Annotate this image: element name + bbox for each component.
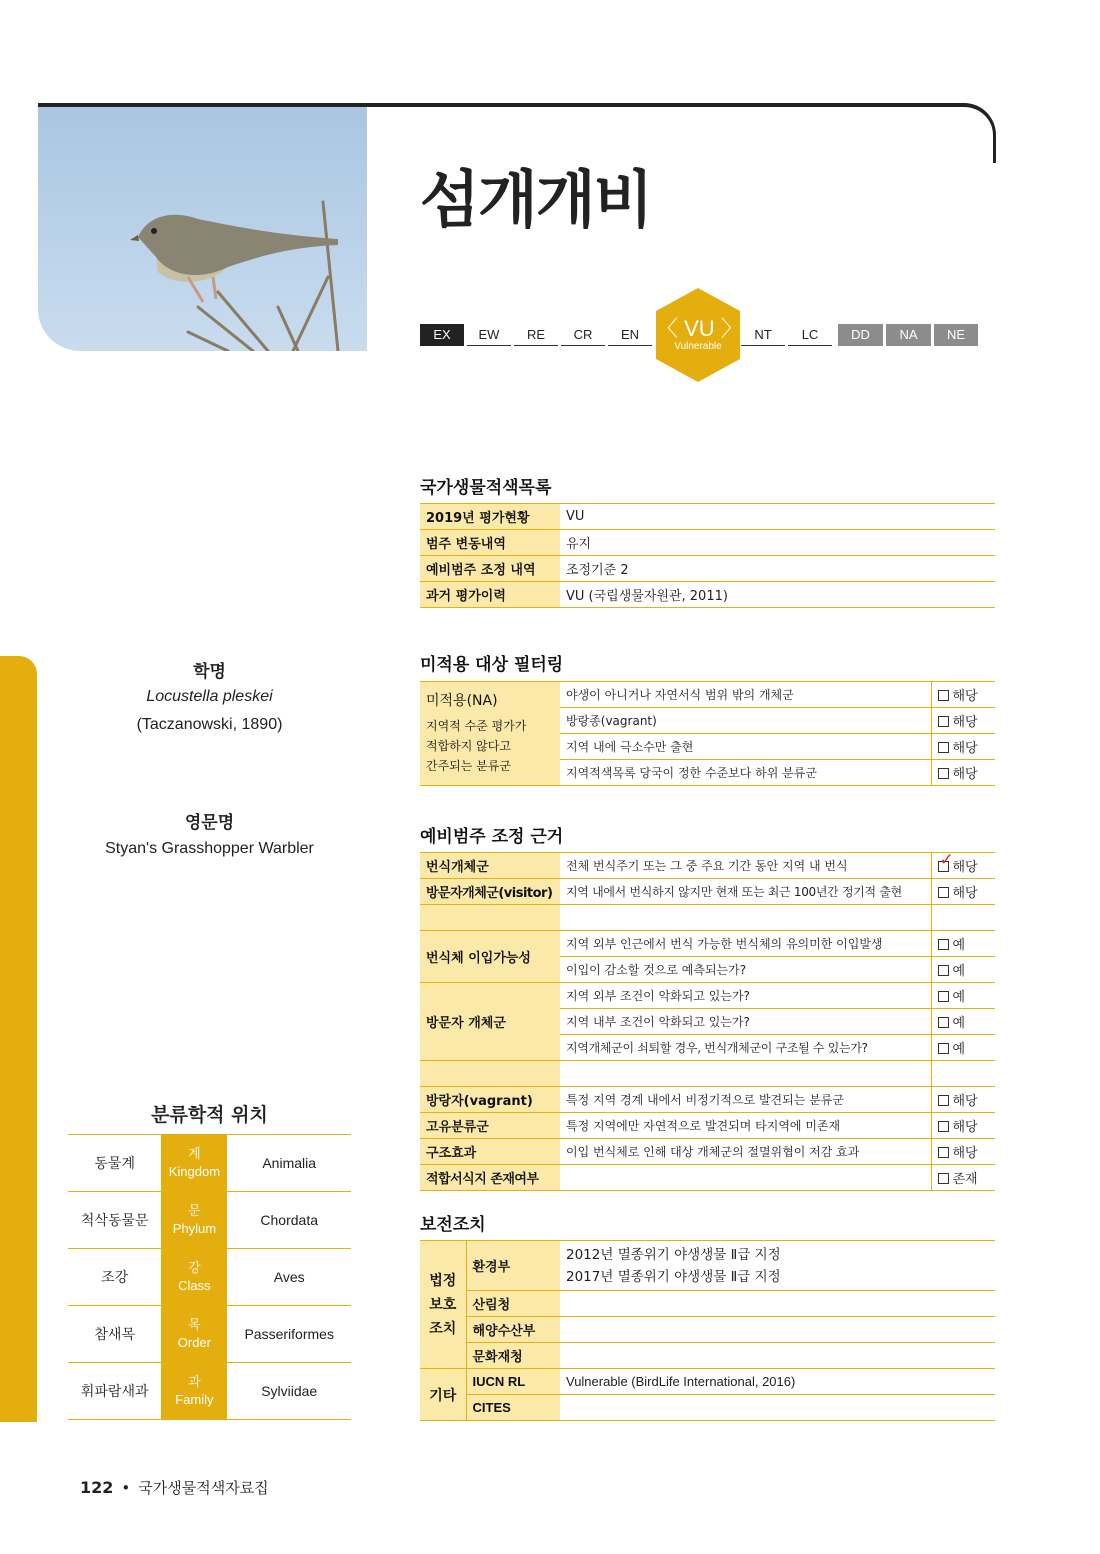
agency-value: [560, 1291, 995, 1317]
rank-cell: [161, 1249, 227, 1306]
checkbox-icon[interactable]: [938, 965, 949, 976]
checkbox-icon[interactable]: [938, 850, 954, 872]
agency-value: [560, 1395, 995, 1421]
page-title: 섬개개비: [420, 163, 652, 236]
other-label: 기타: [420, 1369, 466, 1421]
criterion-text: 특정 지역 경계 내에서 비정기적으로 발견되는 분류군: [560, 1087, 931, 1113]
category-en: EN: [608, 324, 652, 346]
taxon-korean: 휘파람새과: [68, 1363, 161, 1420]
criterion-check[interactable]: [931, 850, 995, 879]
rank-korean: 계: [188, 1146, 201, 1161]
table-spacer: [420, 905, 995, 931]
rank-cell: [161, 1135, 227, 1192]
checkbox-icon[interactable]: [938, 939, 949, 950]
row-label: 방문자개체군(visitor): [420, 879, 560, 905]
agency-value: Vulnerable (BirdLife International, 2016): [560, 1369, 995, 1395]
check-label: 해당: [952, 715, 978, 730]
table-row: [420, 1395, 995, 1421]
current-category-name: Vulnerable: [674, 341, 722, 352]
legal-label-cell: [420, 1241, 466, 1369]
conservation-table: [420, 1240, 995, 1421]
checkbox-icon[interactable]: [938, 1173, 949, 1184]
criterion-check[interactable]: [931, 1035, 995, 1061]
criterion-text: 지역 외부 조건이 악화되고 있는가?: [560, 983, 931, 1009]
agency-value: [560, 1241, 995, 1291]
na-label-desc: 적합하지 않다고: [426, 739, 511, 753]
table-row: [420, 582, 995, 608]
rank-korean: 강: [188, 1260, 201, 1275]
checkbox-icon[interactable]: [938, 768, 949, 779]
table-spacer: [420, 1061, 995, 1087]
checkbox-icon[interactable]: [938, 991, 949, 1002]
authority: (Taczanowski, 1890): [136, 716, 283, 733]
criterion-text: 야생이 아니거나 자연서식 범위 밖의 개체군: [560, 682, 931, 708]
rank-korean: 목: [188, 1317, 201, 1332]
criterion-check[interactable]: [931, 1139, 995, 1165]
row-label: 고유분류군: [420, 1113, 560, 1139]
row-label: 2019년 평가현황: [420, 504, 560, 530]
category-ne: NE: [934, 324, 978, 346]
check-label: 예: [952, 990, 966, 1005]
check-label: 예: [952, 1016, 966, 1031]
table-row: [420, 931, 995, 957]
rank-korean: 문: [188, 1203, 201, 1218]
criterion-text: 지역적색목록 당국이 정한 수준보다 하위 분류군: [560, 760, 931, 786]
na-label-title: 미적용(NA): [426, 693, 498, 709]
row-label: 방랑자(vagrant): [420, 1087, 560, 1113]
rank-english: Kingdom: [168, 1164, 221, 1179]
table-row: [68, 1135, 351, 1192]
checkbox-icon[interactable]: [938, 1043, 949, 1054]
rank-english: Phylum: [172, 1221, 217, 1236]
check-label: 해당: [952, 689, 978, 704]
row-label: 번식체 이입가능성: [420, 931, 560, 983]
checkbox-icon[interactable]: [938, 716, 949, 727]
criterion-check[interactable]: [931, 1165, 995, 1191]
english-name-heading: 영문명: [184, 813, 235, 833]
checkbox-icon[interactable]: [938, 887, 949, 898]
criterion-check[interactable]: [931, 957, 995, 983]
criterion-check[interactable]: [931, 682, 995, 708]
red-list-heading: 국가생물적색목록: [420, 478, 552, 498]
criterion-check[interactable]: [931, 983, 995, 1009]
checkbox-icon[interactable]: [938, 1147, 949, 1158]
check-label: 해당: [952, 741, 978, 756]
agency-label: 해양수산부: [466, 1317, 560, 1343]
check-label: 예: [952, 964, 966, 979]
checkbox-icon[interactable]: [938, 1121, 949, 1132]
taxon-latin: Chordata: [227, 1192, 351, 1249]
check-label: 해당: [952, 860, 978, 875]
adjust-heading: 예비범주 조정 근거: [420, 827, 564, 847]
rank-cell: [161, 1363, 227, 1420]
table-row: [420, 1139, 995, 1165]
taxonomy-heading: 분류학적 위치: [151, 1104, 268, 1126]
table-row: [420, 504, 995, 530]
criterion-text: 지역 외부 인근에서 번식 가능한 번식체의 유의미한 이입발생: [560, 931, 931, 957]
legal-label: 보호: [429, 1296, 457, 1313]
category-re: RE: [514, 324, 558, 346]
agency-label: 문화재청: [466, 1343, 560, 1369]
table-row: [420, 1241, 995, 1291]
check-label: 존재: [952, 1172, 978, 1187]
agency-value: [560, 1317, 995, 1343]
table-row: [420, 682, 995, 708]
taxon-latin: Sylviidae: [227, 1363, 351, 1420]
na-label-desc: 간주되는 분류군: [426, 759, 511, 773]
table-row: [420, 983, 995, 1009]
checkmark-icon: ✓: [939, 850, 954, 870]
legal-label: 조치: [429, 1320, 457, 1337]
checkbox-icon[interactable]: [938, 690, 949, 701]
book-title: 국가생물적색자료집: [138, 1479, 269, 1497]
check-label: 예: [952, 1042, 966, 1057]
criterion-text: 방랑종(vagrant): [560, 708, 931, 734]
category-ew: EW: [467, 324, 511, 346]
check-label: 해당: [952, 767, 978, 782]
row-value: VU: [560, 504, 995, 530]
category-cr: CR: [561, 324, 605, 346]
criterion-check[interactable]: [931, 734, 995, 760]
table-row: [68, 1249, 351, 1306]
row-value: VU (국립생물자원관, 2011): [560, 582, 995, 608]
table-row: [420, 1113, 995, 1139]
table-row: [420, 1165, 995, 1191]
category-dd: DD: [838, 324, 883, 346]
check-label: 예: [952, 938, 966, 953]
rank-english: Order: [177, 1335, 212, 1350]
table-row: [420, 1087, 995, 1113]
taxon-korean: 동물계: [68, 1135, 161, 1192]
page-number: 122: [80, 1478, 114, 1497]
taxon-korean: 척삭동물문: [68, 1192, 161, 1249]
adjust-table: [420, 852, 995, 1191]
red-list-table: [420, 503, 995, 608]
criterion-check[interactable]: [931, 1087, 995, 1113]
taxon-korean: 조강: [68, 1249, 161, 1306]
category-lc: LC: [788, 324, 832, 346]
criterion-text: 지역개체군이 쇠퇴할 경우, 번식개체군이 구조될 수 있는가?: [560, 1035, 931, 1061]
check-label: 해당: [952, 886, 978, 901]
criterion-text: 특정 지역에만 자연적으로 발견되며 타지역에 미존재: [560, 1113, 931, 1139]
conservation-heading: 보전조치: [420, 1215, 486, 1235]
row-label: 과거 평가이력: [420, 582, 560, 608]
na-filter-table: [420, 681, 995, 786]
category-na: NA: [886, 324, 931, 346]
row-label: 범주 변동내역: [420, 530, 560, 556]
designation-line: 2012년 멸종위기 야생생물 Ⅱ급 지정: [566, 1246, 781, 1263]
row-label: 방문자 개체군: [420, 983, 560, 1061]
category-nt: NT: [741, 324, 785, 346]
table-row: [420, 879, 995, 905]
checkbox-icon[interactable]: [938, 1017, 949, 1028]
na-label-cell: [420, 682, 560, 786]
agency-value: [560, 1343, 995, 1369]
criterion-text: 이입이 감소할 것으로 예측되는가?: [560, 957, 931, 983]
criterion-text: 지역 내에서 번식하지 않지만 현재 또는 최근 100년간 정기적 출현: [560, 879, 931, 905]
criterion-check[interactable]: [931, 931, 995, 957]
table-row: [420, 530, 995, 556]
criterion-check[interactable]: [931, 1113, 995, 1139]
category-ex: EX: [420, 324, 464, 346]
table-row: [68, 1306, 351, 1363]
agency-label: 환경부: [466, 1241, 560, 1291]
table-row: [420, 1343, 995, 1369]
table-row: [420, 1317, 995, 1343]
criterion-check[interactable]: [931, 708, 995, 734]
row-label: 구조효과: [420, 1139, 560, 1165]
rank-english: Family: [175, 1392, 214, 1407]
scientific-name-heading: 학명: [193, 662, 226, 682]
taxonomy-table: [68, 1134, 351, 1420]
table-row: [68, 1363, 351, 1420]
rank-english: Class: [178, 1278, 211, 1293]
criterion-check[interactable]: [931, 879, 995, 905]
row-label: 번식개체군: [420, 853, 560, 879]
criterion-check[interactable]: [931, 760, 995, 786]
agency-label: CITES: [466, 1395, 560, 1421]
bird-photo: [38, 107, 367, 351]
check-label: 해당: [952, 1120, 978, 1135]
na-label-desc: 지역적 수준 평가가: [426, 719, 527, 733]
criterion-text: 이입 번식체로 인해 대상 개체군의 절멸위협이 저감 효과: [560, 1139, 931, 1165]
criterion-text: 지역 내부 조건이 악화되고 있는가?: [560, 1009, 931, 1035]
table-row: [420, 1291, 995, 1317]
row-value: 유지: [560, 530, 995, 556]
rank-korean: 과: [188, 1374, 201, 1389]
agency-label: 산림청: [466, 1291, 560, 1317]
footer-separator: •: [121, 1479, 131, 1497]
table-row: [420, 1369, 995, 1395]
scientific-name: Locustella pleskei: [146, 688, 273, 705]
taxon-latin: Animalia: [227, 1135, 351, 1192]
rank-cell: [161, 1192, 227, 1249]
rank-cell: [161, 1306, 227, 1363]
checkbox-icon[interactable]: [938, 1095, 949, 1106]
table-row: [68, 1192, 351, 1249]
agency-label: IUCN RL: [466, 1369, 560, 1395]
check-label: 해당: [952, 1094, 978, 1109]
row-label: 예비범주 조정 내역: [420, 556, 560, 582]
table-row: [420, 853, 995, 879]
criterion-text: 전체 번식주기 또는 그 중 주요 기간 동안 지역 내 번식: [560, 853, 931, 879]
english-name: Styan's Grasshopper Warbler: [105, 840, 314, 857]
taxon-latin: Aves: [227, 1249, 351, 1306]
row-label: 적합서식지 존재여부: [420, 1165, 560, 1191]
designation-line: 2017년 멸종위기 야생생물 Ⅱ급 지정: [566, 1268, 781, 1285]
taxon-latin: Passeriformes: [227, 1306, 351, 1363]
legal-label: 법정: [429, 1272, 457, 1289]
current-category-code: 〈 VU 〉: [656, 316, 743, 341]
checkbox-icon[interactable]: [938, 742, 949, 753]
side-tab: [0, 656, 37, 1422]
criterion-text: [560, 1165, 931, 1191]
table-row: [420, 556, 995, 582]
criterion-check[interactable]: [931, 1009, 995, 1035]
page-footer: [80, 1477, 269, 1498]
criterion-text: 지역 내에 극소수만 출현: [560, 734, 931, 760]
taxon-korean: 참새목: [68, 1306, 161, 1363]
row-value: 조정기준 2: [560, 556, 995, 582]
na-filter-heading: 미적용 대상 필터링: [420, 655, 564, 675]
check-label: 해당: [952, 1146, 978, 1161]
